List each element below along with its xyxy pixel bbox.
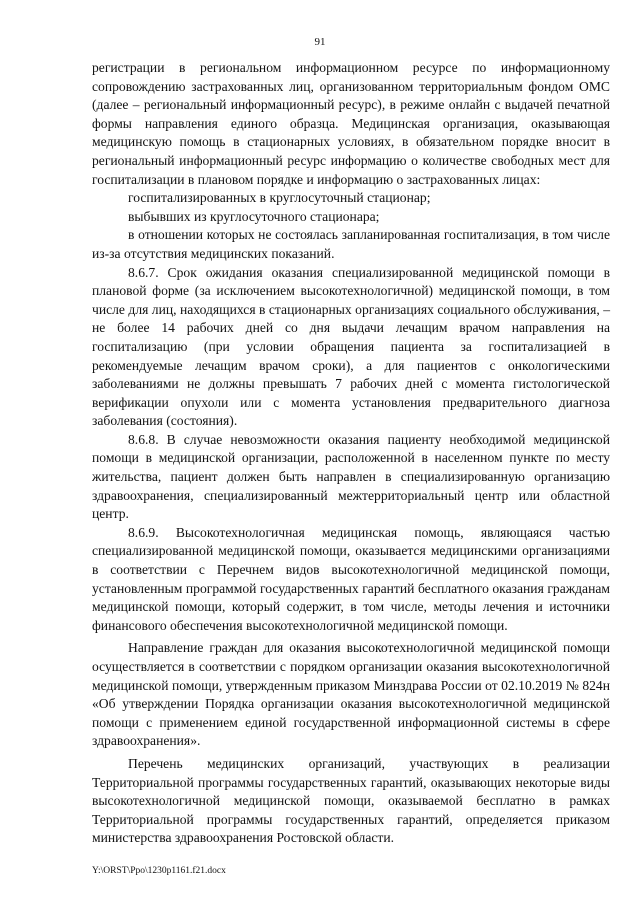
footer-file-path: Y:\ORST\Ppo\1230p1161.f21.docx: [92, 866, 226, 876]
list-item-hospitalized: госпитализированных в круглосуточный стационар;: [128, 190, 431, 206]
document-body: [92, 59, 610, 848]
page-number: 91: [314, 36, 326, 48]
paragraph-organizations-list: Перечень медицинских организаций, участвующих в реализации Территориальной программы государственных гарантий, оказывающих некоторые виды высокотехнологичной медицинской помощи, оказываемой бесплатно в рамках Территориальной программы государственных гарантий, определяется приказом министерства здравоохранения Ростовской области.: [92, 755, 610, 846]
list-item-discharged: выбывших из круглосуточного стационара;: [128, 208, 380, 224]
paragraph-8-6-8: 8.6.8. В случае невозможности оказания пациенту необходимой медицинской помощи в медицинской организации, расположенной в населенном пункте по месту жительства, пациент должен быть направлен в специализированную организацию здравоохранения, специализированный межтерриториальный центр или областной центр.: [92, 431, 610, 522]
paragraph-referral-procedure: Направление граждан для оказания высокотехнологичной медицинской помощи осуществляется в соответствии с порядком организации оказания высокотехнологичной медицинской помощи, утвержденным приказом Минздрава России от 02.10.2019 № 824н «Об утверждении Порядка организации оказания высокотехнологичной медицинской помощи с применением единой государственной информационной системы в сфере здравоохранения».: [92, 640, 610, 749]
paragraph-8-6-9: 8.6.9. Высокотехнологичная медицинская помощь, являющаяся частью специализированной медицинской помощи, оказывается медицинскими организациями в соответствии с Перечнем видов высокотехнологичной медицинской помощи, установленным программой государственных гарантий бесплатного оказания гражданам медицинской помощи, который содержит, в том числе, методы лечения и источники финансового обеспечения высокотехнологичной медицинской помощи.: [92, 524, 610, 633]
list-item-not-hospitalized: в отношении которых не состоялась запланированная госпитализация, в том числе из-за отсутствия медицинских показаний.: [92, 227, 610, 261]
paragraph-registration-continuation: регистрации в региональном информационном ресурсе по информационному сопровождению застрахованных лиц, организованном территориальным фондом ОМС (далее – региональный информационный ресурс), в режиме онлайн с выдачей печатной формы направления единого образца. Медицинская организация, оказывающая медицинскую помощь в стационарных условиях, в обязательном порядке вносит в региональный информационный ресурс информацию о количестве свободных мест для госпитализации в плановом порядке и информацию о застрахованных лицах:: [92, 60, 610, 187]
paragraph-8-6-7: 8.6.7. Срок ожидания оказания специализированной медицинской помощи в плановой форме (за исключением высокотехнологичной) медицинской помощи, в том числе для лиц, находящихся в стационарных организациях социального обслуживания, – не более 14 рабочих дней со дня выдачи лечащим врачом направления на госпитализацию (при условии обращения пациента за госпитализацией в рекомендуемые лечащим врачом сроки), а для пациентов с онкологическими заболеваниями не должны превышать 7 рабочих дней с момента гистологической верификации опухоли или с момента установления предварительного диагноза заболевания (состояния).: [92, 264, 610, 429]
